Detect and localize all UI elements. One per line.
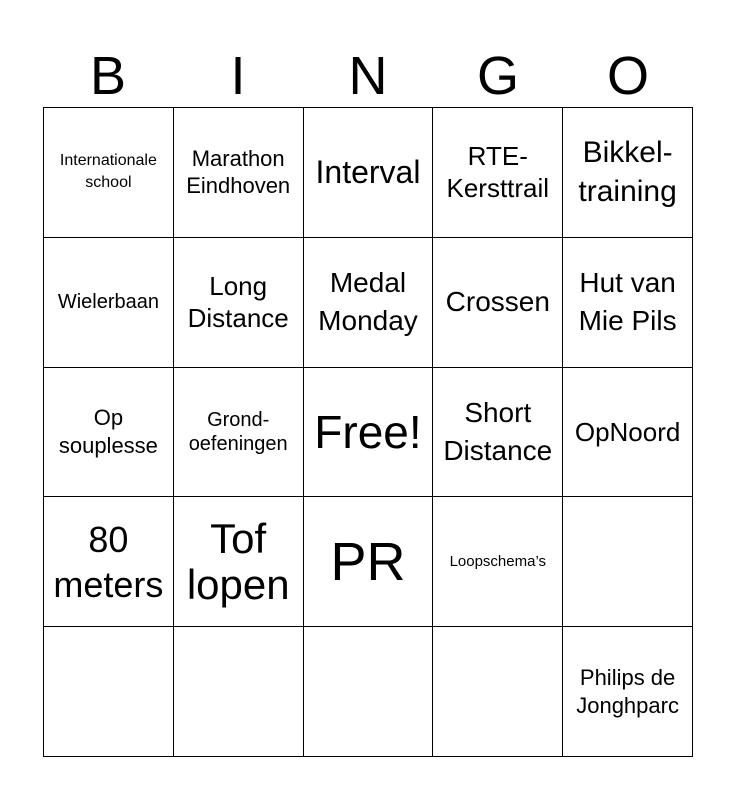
bingo-cell[interactable] [433, 108, 563, 238]
bingo-cell[interactable] [433, 368, 563, 498]
cell-text: 80 meters [53, 518, 164, 605]
cell-text: Crossen [445, 286, 550, 318]
header-letter-b: B [89, 46, 127, 106]
bingo-cell[interactable] [433, 627, 563, 757]
bingo-cell[interactable] [433, 497, 563, 627]
cell-text: Loopschema’s [449, 553, 547, 571]
cell-text: Internationale school [59, 152, 157, 192]
bingo-cell[interactable] [563, 238, 693, 368]
bingo-cell[interactable] [563, 368, 693, 498]
free-space[interactable] [304, 368, 434, 498]
bingo-cell[interactable] [174, 497, 304, 627]
bingo-cell[interactable] [174, 368, 304, 498]
cell-text: Bikkel-training [578, 136, 677, 209]
bingo-cell[interactable] [304, 627, 434, 757]
cell-text: Hut van Mie Pils [578, 267, 677, 337]
cell-text: Medal Monday [318, 267, 418, 337]
bingo-cell[interactable] [304, 497, 434, 627]
cell-text: Marathon Eindhoven [186, 145, 291, 199]
cell-text: Philips de Jonghparc [576, 665, 679, 718]
cell-text: RTE-Kersttrail [446, 140, 550, 204]
cell-text: Tof lopen [186, 514, 290, 608]
bingo-cell[interactable] [174, 627, 304, 757]
bingo-cell[interactable] [433, 238, 563, 368]
bingo-cell[interactable] [563, 108, 693, 238]
bingo-cell[interactable] [44, 627, 174, 757]
cell-text: PR [330, 531, 406, 592]
cell-text: OpNoord [574, 416, 681, 447]
header-letter-n: N [348, 46, 388, 106]
header-letter-i: I [230, 46, 246, 106]
header-letter-g: G [476, 46, 519, 106]
cell-text: Long Distance [187, 270, 289, 334]
bingo-header [43, 44, 693, 108]
header-letter-o: O [606, 46, 649, 106]
cell-text: Op souplesse [58, 405, 158, 458]
bingo-cell[interactable] [563, 497, 693, 627]
cell-text: Interval [315, 154, 421, 190]
cell-text: Wielerbaan [57, 291, 159, 314]
bingo-cell[interactable] [563, 627, 693, 757]
cell-text: Free! [314, 405, 422, 458]
bingo-cell[interactable] [44, 238, 174, 368]
cell-text: Grond-oefeningen [188, 408, 288, 455]
bingo-cell[interactable] [174, 238, 304, 368]
bingo-cell[interactable] [44, 497, 174, 627]
bingo-cell[interactable] [174, 108, 304, 238]
bingo-grid [43, 107, 693, 757]
bingo-cell[interactable] [304, 108, 434, 238]
bingo-cell[interactable] [44, 108, 174, 238]
bingo-cell[interactable] [44, 368, 174, 498]
bingo-cell[interactable] [304, 238, 434, 368]
cell-text: Short Distance [443, 397, 553, 466]
